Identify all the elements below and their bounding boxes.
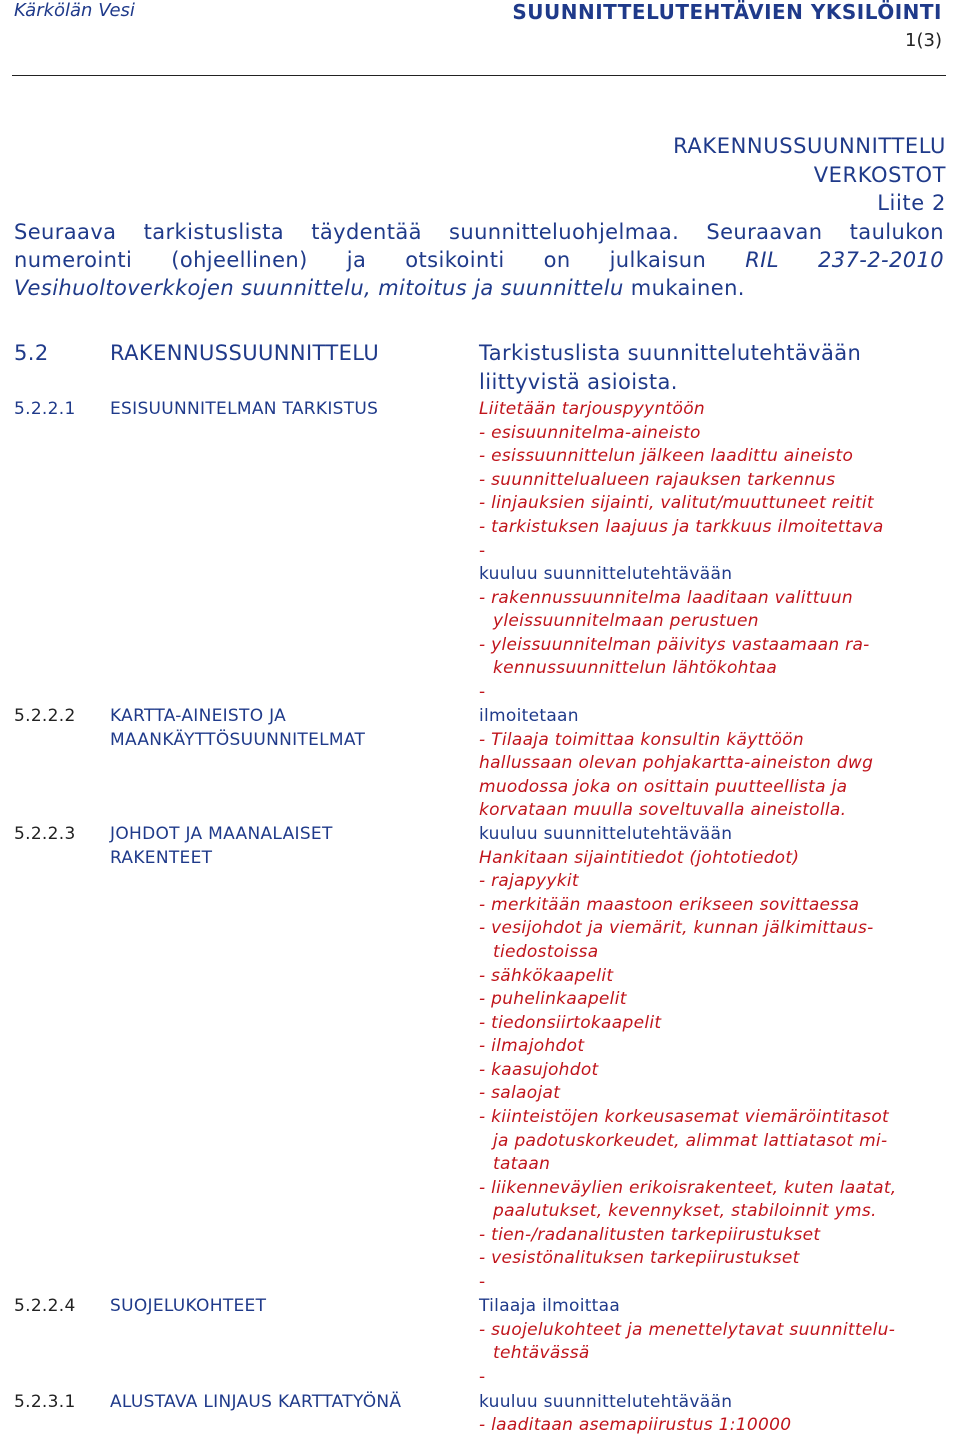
list-item: - suunnittelualueen rajauksen tarkennus — [479, 470, 836, 490]
list-item: kuuluu suunnittelutehtävään — [479, 564, 733, 584]
list-item: Hankitaan sijaintitiedot (johtotiedot) — [479, 848, 800, 868]
intro-paragraph: Seuraava tarkistuslista täydentää suunnitteluohjelmaa. Seuraavan taulukon numerointi (ohjeellinen) ja otsikointi on julkaisun RIL 237-2-2010 Vesihuoltoverkkojen suunnittelu, mitoitus ja suunnittelu mukainen. — [14, 220, 944, 300]
row-number: 5.2.3.1 — [14, 1392, 76, 1412]
list-item: - tarkistuksen laajuus ja tarkkuus ilmoitettava — [479, 517, 884, 537]
row-title: KARTTA-AINEISTO JA — [110, 706, 287, 726]
list-item: Tilaaja ilmoittaa — [479, 1296, 621, 1316]
list-item: - laaditaan asemapiirustus 1:10000 — [479, 1415, 792, 1435]
list-item: ilmoitetaan — [479, 706, 579, 726]
list-item: Liitetään tarjouspyyntöön — [479, 399, 705, 419]
list-item: - esissuunnittelun jälkeen laadittu aineisto — [479, 446, 854, 466]
list-item: - esisuunnitelma-aineisto — [479, 423, 701, 443]
list-item: - — [479, 541, 486, 561]
list-item: yleissuunnitelmaan perustuen — [493, 611, 759, 631]
list-item: tiedostoissa — [493, 942, 599, 962]
list-item: - liikenneväylien erikoisrakenteet, kuten laatat, — [479, 1178, 897, 1198]
list-item: korvataan muulla soveltuvalla aineistolla. — [479, 800, 847, 820]
list-item: muodossa joka on osittain puutteellista ja — [479, 777, 848, 797]
list-item: - rakennussuunnitelma laaditaan valittuun — [479, 588, 853, 608]
list-item: - — [479, 1367, 486, 1387]
section-title: RAKENNUSSUUNNITTELU — [673, 134, 946, 158]
row-number: 5.2.2.4 — [14, 1296, 76, 1316]
list-item: - rajapyykit — [479, 871, 579, 891]
list-item: - vesistönalituksen tarkepiirustukset — [479, 1248, 800, 1268]
row-title: ESISUUNNITELMAN TARKISTUS — [110, 399, 379, 419]
row-title: SUOJELUKOHTEET — [110, 1296, 267, 1316]
list-item: ja padotuskorkeudet, alimmat lattiatasot mi- — [493, 1131, 888, 1151]
list-item: - merkitään maastoon erikseen sovittaessa — [479, 895, 860, 915]
section-subtitle: VERKOSTOT — [813, 163, 946, 187]
list-item: - salaojat — [479, 1083, 561, 1103]
row-number: 5.2.2.3 — [14, 824, 76, 844]
row-title-line2: MAANKÄYTTÖSUUNNITELMAT — [110, 730, 366, 750]
list-item: - linjauksien sijainti, valitut/muuttuneet reitit — [479, 493, 874, 513]
row-number: 5.2.2.2 — [14, 706, 76, 726]
attachment-label: Liite 2 — [877, 191, 946, 215]
list-item: - suojelukohteet ja menettelytavat suunnittelu- — [479, 1320, 896, 1340]
list-item: - yleissuunnitelman päivitys vastaamaan ra- — [479, 635, 870, 655]
list-item: - kaasujohdot — [479, 1060, 599, 1080]
header-divider — [12, 75, 946, 76]
table-header-number: 5.2 — [14, 341, 49, 365]
list-item: - tien-/radanalitusten tarkepiirustukset — [479, 1225, 821, 1245]
list-item: - Tilaaja toimittaa konsultin käyttöön — [479, 730, 804, 750]
company-name: Kärkölän Vesi — [14, 0, 135, 21]
document-title: SUUNNITTELUTEHTÄVIEN YKSILÖINTI — [512, 0, 942, 24]
list-item: - — [479, 682, 486, 702]
page-number: 1(3) — [905, 30, 942, 51]
list-item: - — [479, 1272, 486, 1292]
list-item: paalutukset, kevennykset, stabiloinnit yms. — [493, 1201, 877, 1221]
row-title: JOHDOT JA MAANALAISET — [110, 824, 333, 844]
list-item: kennussuunnittelun lähtökohtaa — [493, 658, 778, 678]
list-item: tataan — [493, 1154, 551, 1174]
row-number: 5.2.2.1 — [14, 399, 76, 419]
row-title: ALUSTAVA LINJAUS KARTTATYÖNÄ — [110, 1392, 402, 1412]
list-item: kuuluu suunnittelutehtävään — [479, 824, 733, 844]
row-title-line2: RAKENTEET — [110, 848, 213, 868]
list-item: - kiinteistöjen korkeusasemat viemäröintitasot — [479, 1107, 889, 1127]
list-item: - sähkökaapelit — [479, 966, 614, 986]
list-item: - puhelinkaapelit — [479, 989, 627, 1009]
list-item: - ilmajohdot — [479, 1036, 585, 1056]
list-item: - tiedonsiirtokaapelit — [479, 1013, 662, 1033]
table-header-title: RAKENNUSSUUNNITTELU — [110, 341, 380, 365]
list-item: tehtävässä — [493, 1343, 590, 1363]
list-item: kuuluu suunnittelutehtävään — [479, 1392, 733, 1412]
table-header-description: Tarkistuslista suunnittelutehtävään — [479, 341, 862, 365]
list-item: - vesijohdot ja viemärit, kunnan jälkimittaus- — [479, 918, 874, 938]
list-item: hallussaan olevan pohjakartta-aineiston dwg — [479, 753, 874, 773]
